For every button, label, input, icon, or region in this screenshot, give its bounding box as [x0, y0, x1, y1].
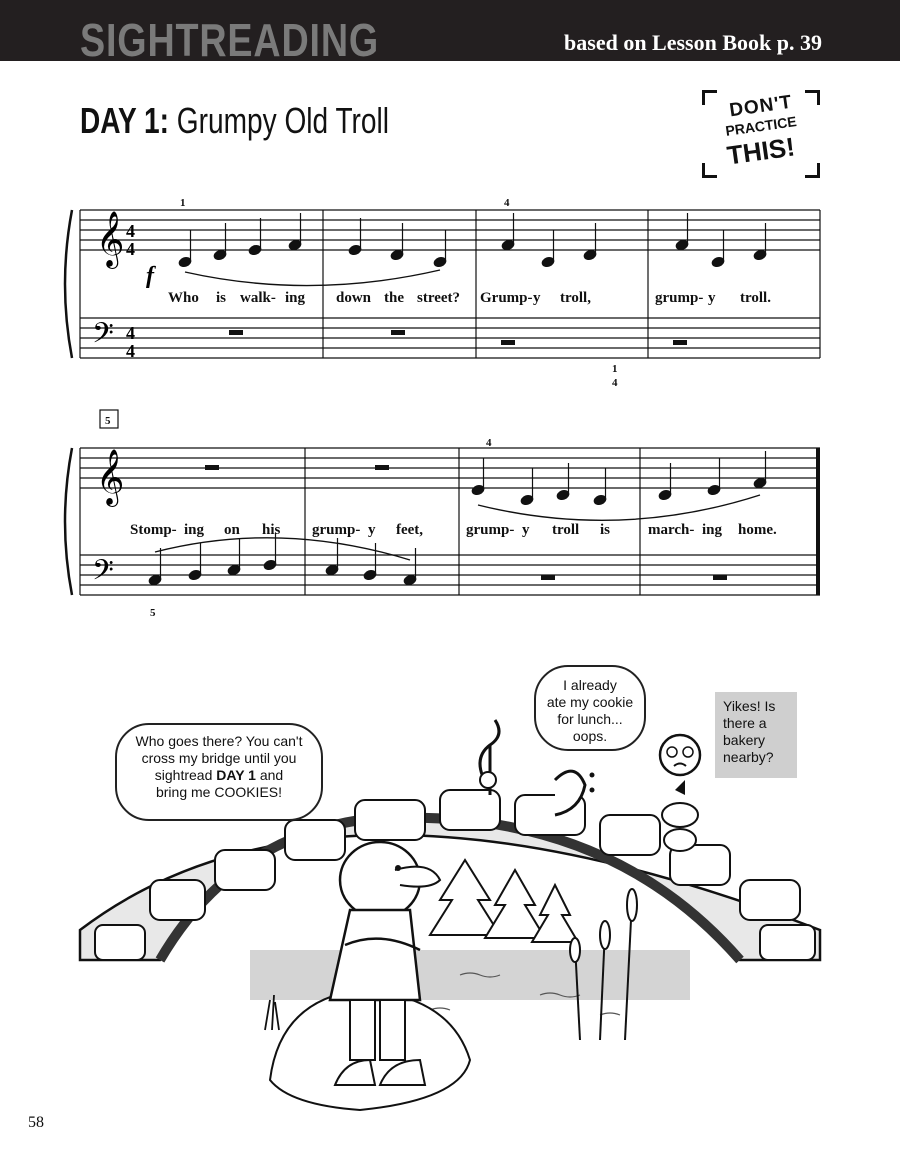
lyric: down	[336, 290, 372, 306]
lyric: street?	[417, 290, 461, 306]
fingering: 5	[150, 607, 156, 619]
lyric: y	[522, 522, 530, 538]
bass-clef: 𝄢	[92, 554, 114, 594]
whole-rest	[673, 340, 687, 345]
whole-rest	[713, 575, 727, 580]
piece-title: Grumpy Old Troll	[176, 100, 390, 141]
speech-line: cross my bridge until you	[141, 750, 297, 766]
time-signature-bottom: 4	[126, 239, 135, 259]
badge-line-1: DON'T	[728, 91, 794, 122]
clef-speech-bubble	[534, 665, 646, 751]
fingering: 1	[612, 363, 618, 375]
brace	[65, 448, 72, 595]
section-title: SIGHTREADING	[80, 14, 380, 66]
fingering: 4	[486, 437, 492, 449]
lyric: Who	[168, 290, 199, 306]
speech-line: sightread	[154, 767, 217, 783]
whole-rest	[229, 330, 243, 335]
whole-rest	[541, 575, 555, 580]
speech-line: for lunch...	[557, 711, 623, 727]
speech-line: bakery	[723, 732, 766, 748]
fingering: 4	[504, 197, 510, 209]
lyric: troll,	[560, 290, 591, 306]
badge-line-3: THIS!	[725, 131, 797, 171]
character-speech-box	[715, 692, 797, 778]
lyric: ing	[285, 290, 306, 306]
lyric: the	[384, 290, 404, 306]
treble-clef: 𝄞	[96, 449, 125, 505]
lyric: ing	[702, 522, 723, 538]
lyric: is	[216, 290, 227, 306]
lyric: home.	[738, 522, 777, 538]
page-number: 58	[28, 1114, 44, 1131]
lyric: is	[600, 522, 611, 538]
dynamic-marking: f	[146, 263, 154, 289]
lyric: troll.	[740, 290, 771, 306]
lyric: grump-	[466, 522, 515, 538]
slur	[185, 270, 440, 286]
whole-rest	[501, 340, 515, 345]
river-water	[250, 950, 690, 1000]
lyric: feet,	[396, 522, 424, 538]
whole-rest	[205, 465, 219, 470]
lyric: Grump-	[480, 290, 533, 306]
speech-line: bring me COOKIES!	[155, 784, 283, 800]
troll-speech-bubble	[115, 723, 323, 821]
lyric: ing	[184, 522, 205, 538]
lyric: march-	[648, 522, 695, 538]
lyric: on	[224, 522, 240, 538]
pine-trees	[430, 860, 578, 942]
lyric: his	[262, 522, 281, 538]
lyric: y	[368, 522, 376, 538]
lyric: y	[533, 290, 541, 306]
speech-line: ate my cookie	[546, 694, 634, 710]
speech-line: I already	[563, 677, 617, 693]
grass-tufts	[265, 995, 279, 1030]
measure-number: 5	[105, 415, 111, 427]
slur	[155, 538, 410, 560]
fingering: 1	[180, 197, 186, 209]
lyric: walk-	[240, 290, 276, 306]
worried-character	[660, 735, 700, 851]
treble-clef: 𝄞	[96, 211, 125, 267]
bass-clef: 𝄢	[92, 317, 114, 357]
lyric: grump-	[655, 290, 704, 306]
lesson-reference: based on Lesson Book p. 39	[564, 30, 822, 55]
fingering: 4	[612, 377, 618, 389]
time-signature-top: 4	[126, 323, 135, 343]
slur	[478, 495, 760, 520]
speech-line: and	[255, 767, 284, 783]
speech-line: there a	[723, 715, 767, 731]
time-signature-bottom: 4	[126, 341, 135, 361]
day-label: DAY 1:	[80, 100, 169, 141]
whole-rest	[391, 330, 405, 335]
speech-line: Who goes there? You can't	[135, 733, 303, 749]
lyric: Stomp-	[130, 522, 177, 538]
speech-emphasis: DAY 1	[216, 767, 256, 783]
brace	[65, 210, 72, 358]
speech-line: Yikes! Is	[723, 698, 776, 714]
speech-line: nearby?	[723, 749, 774, 765]
whole-rest	[375, 465, 389, 470]
lyric: troll	[552, 522, 580, 538]
speech-line: oops.	[572, 728, 608, 744]
lyric: grump-	[312, 522, 361, 538]
badge-line-2: PRACTICE	[724, 113, 798, 139]
time-signature-top: 4	[126, 221, 135, 241]
treble-clef-character	[480, 720, 499, 795]
lyric: y	[708, 290, 716, 306]
